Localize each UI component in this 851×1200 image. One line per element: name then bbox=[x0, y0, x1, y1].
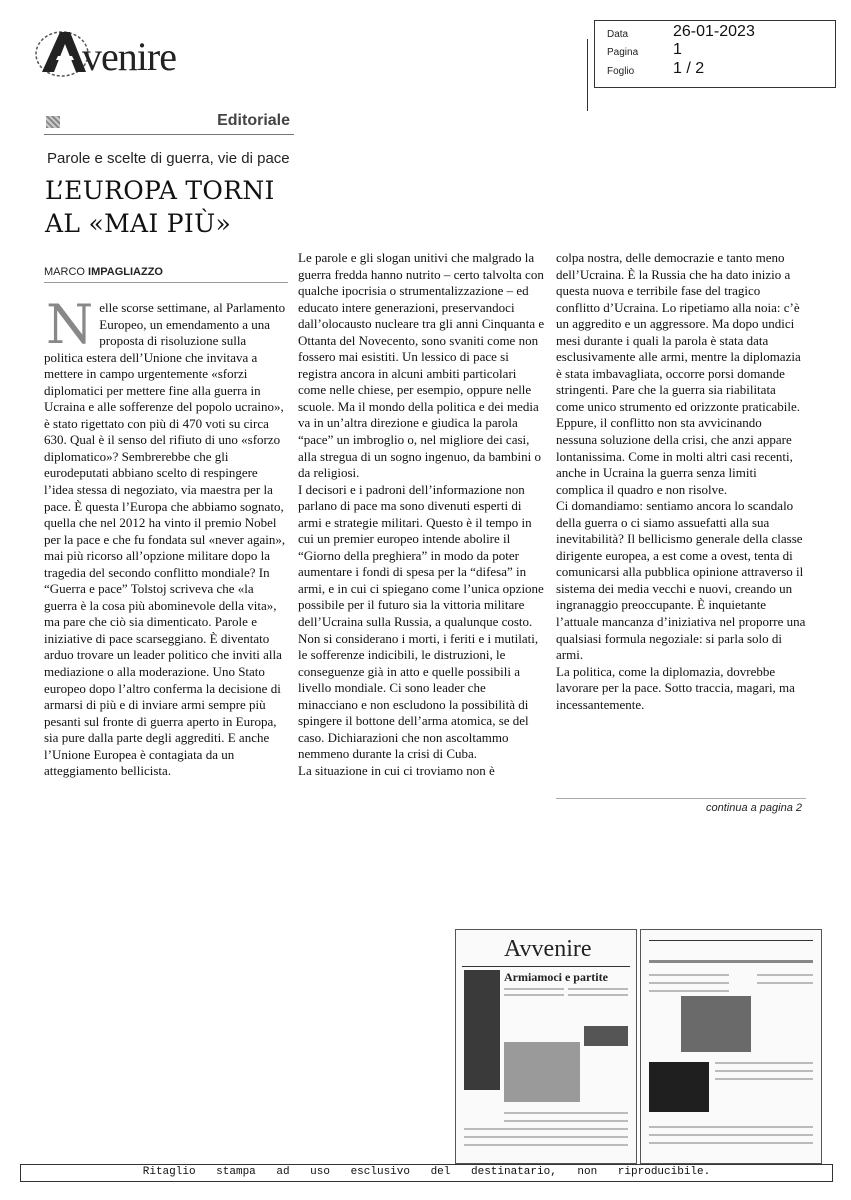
meta-foglio-value: 1 / 2 bbox=[673, 60, 705, 77]
thumbnail-text-line bbox=[649, 1142, 813, 1144]
author-first-name: MARCO bbox=[44, 266, 85, 278]
thumbnail-text-line bbox=[715, 1078, 813, 1080]
author-byline bbox=[44, 266, 288, 283]
inner-page-thumbnail bbox=[640, 929, 822, 1164]
article-paragraph: Ci domandiamo: sentiamo ancora lo scandalo della guerra o ci siamo assuefatti alla sua inevitabilità? Il bellicismo generale della classe dirigente europea, a est come a ovest, tenta di comunicarsi alla pubblica opinione attraverso il sistema dei media vecchi e nuovi, creando un ingranaggio preoccupante. È inquietante l’attuale mancanza d’iniziativa nel proporre una qualsiasi formula negoziale: si parla solo di armi. bbox=[556, 498, 806, 663]
meta-data-label: Data bbox=[607, 29, 629, 40]
article-paragraph: Eppure, il conflitto non sta avvicinando nessuna soluzione della crisi, che anzi appare lontanissima. Come in molti altri casi recenti, anche in Ucraina la guerra senza limiti complica il quadro e non risolve. bbox=[556, 415, 793, 497]
thumbnail-sidebar-block bbox=[464, 970, 500, 1090]
thumbnail-photo bbox=[504, 1042, 580, 1102]
article-column-2 bbox=[298, 250, 546, 780]
article-paragraph: La politica, come la diplomazia, dovrebbe lavorare per la pace. Sotto traccia, magari, ma incessantemente. bbox=[556, 663, 795, 712]
meta-foglio-label: Foglio bbox=[607, 66, 635, 77]
meta-pagina-label: Pagina bbox=[607, 47, 639, 58]
thumbnail-text-line bbox=[464, 1136, 628, 1138]
thumbnail-rule bbox=[649, 940, 813, 941]
meta-pagina-value: 1 bbox=[673, 41, 682, 58]
article-paragraph bbox=[44, 293, 288, 780]
article-paragraph: Le parole e gli slogan unitivi che malgrado la guerra fredda hanno nutrito – certo talvolta con qualche ipocrisia o strumentalizzazione – ed educato intere generazioni, preservandoci dall’olocausto nucleare tra gli anni Cinquanta e Ottanta del Novecento, sono svaniti come non fossero mai esistiti. Un lessico di pace si registra ancora in alcuni ambiti particolari come nelle chiese, per esempio, oppure nelle scuole. Ma il mondo della politica e dei media va in un’altra direzione e giudica la parola “pace” un imbroglio o, nel migliore dei casi, alla stregua di un sogno ingenuo, da bambini o da religiosi. bbox=[298, 250, 545, 481]
thumbnail-text-line bbox=[649, 990, 729, 992]
dropcap: N bbox=[46, 293, 94, 356]
article-column-1 bbox=[44, 293, 288, 780]
section-label: Editoriale bbox=[217, 112, 290, 129]
thumbnail-text-line bbox=[649, 982, 729, 984]
article-kicker: Parole e scelte di guerra, vie di pace bbox=[47, 150, 290, 167]
thumbnail-text-line bbox=[464, 1144, 628, 1146]
article-paragraph: colpa nostra, delle democrazie e tanto meno dell’Ucraina. È la Russia che ha dato inizio a questa nuova e terribile fase del tragico conflitto d’Ucraina. Lo ripetiamo alla noia: c’è un aggredito e un aggressore. Ma dopo undici mesi durante i quali la parola è stata data esclusivamente alle armi, mentre la diplomazia è stata imbavagliata, occorre porsi domande stringenti. Pare che la guerra sia riabilitata come unico strumento ed orizzonte praticabile. bbox=[556, 250, 801, 414]
thumbnail-text-line bbox=[464, 1128, 628, 1130]
thumbnail-text-line bbox=[649, 1126, 813, 1128]
thumbnail-text-line bbox=[568, 988, 628, 990]
thumbnail-logo: Avvenire bbox=[504, 936, 592, 962]
thumbnail-text-line bbox=[757, 974, 813, 976]
thumbnail-photo bbox=[681, 996, 751, 1052]
thumbnail-text-line bbox=[504, 1112, 628, 1114]
footer-notice: Ritaglio stampa ad uso esclusivo del destinatario, non riproducibile. bbox=[142, 1166, 711, 1178]
front-page-thumbnail bbox=[455, 929, 637, 1164]
headline-line-2: AL «MAI PIÙ» bbox=[45, 209, 232, 238]
svg-text:venire: venire bbox=[82, 34, 176, 78]
avvenire-logo-graphic bbox=[32, 26, 222, 78]
thumbnail-headline-bar bbox=[649, 960, 813, 963]
section-marker-icon bbox=[46, 116, 60, 128]
thumbnail-text-line bbox=[757, 982, 813, 984]
thumbnail-headline: Armiamoci e partite bbox=[504, 970, 608, 984]
continuation-text: continua a pagina 2 bbox=[705, 802, 802, 814]
thumbnail-photo bbox=[584, 1026, 628, 1046]
thumbnail-text-line bbox=[504, 994, 564, 996]
headline-line-1: L’EUROPA TORNI bbox=[45, 176, 275, 205]
thumbnail-text-line bbox=[649, 1134, 813, 1136]
article-column-3 bbox=[556, 250, 806, 713]
article-headline bbox=[45, 174, 295, 240]
thumbnail-text-line bbox=[504, 988, 564, 990]
article-paragraph: La situazione in cui ci troviamo non è bbox=[298, 762, 495, 778]
thumbnail-rule bbox=[462, 966, 630, 967]
thumbnail-text-line bbox=[715, 1062, 813, 1064]
author-last-name: IMPAGLIAZZO bbox=[88, 266, 163, 278]
thumbnail-text-line bbox=[568, 994, 628, 996]
continuation-note bbox=[556, 798, 806, 815]
meta-data-value: 26-01-2023 bbox=[673, 23, 755, 40]
thumbnail-text-line bbox=[715, 1070, 813, 1072]
section-header bbox=[44, 112, 294, 135]
article-paragraph: I decisori e i padroni dell’informazione non parlano di pace ma sono divenuti esperti di armi e strategie militari. Questo è il tempo in cui un premier europeo intende abolire il “Giorno della preghiera” in modo da poter aumentare i fondi di spesa per la “difesa” in armi, e in cui ci spiegano come l’unica opzione possibile per il futuro sia la vittoria militare dell’Ucraina sulla Russia, a qualunque costo. Non si considerano i morti, i feriti e i mutilati, le sofferenze indicibili, le distruzioni, le conseguenze già in atto e quelle possibili a livello mondiale. Ci sono leader che minacciano e non escludono la possibilità di spingere il bottone dell’arma atomica, se del caso. Dichiarazioni che non ascoltammo nemmeno durante la crisi di Cuba. bbox=[298, 481, 544, 762]
thumbnail-text-line bbox=[504, 1120, 628, 1122]
metadata-box-divider bbox=[587, 39, 594, 111]
footer-notice-bar bbox=[20, 1164, 833, 1182]
thumbnail-photo bbox=[649, 1062, 709, 1112]
thumbnail-text-line bbox=[649, 974, 729, 976]
avvenire-logo bbox=[32, 26, 222, 78]
metadata-box bbox=[594, 20, 836, 88]
paragraph-text: elle scorse settimane, al Parlamento Europeo, un emendamento a una proposta di risoluzione sulla politica estera dell’Unione che invitava a mettere in campo urgentemente «sforzi diplomatici per mettere fine alla guerra in Ucraina e alle sofferenze del popolo ucraino», è stato rigettato con più di 470 voti su circa 630. Qual è il senso del rifiuto di uno «sforzo diplomatico»? Sembrerebbe che gli eurodeputati abbiano scelto di respingere l’idea stessa di negoziato, via maestra per la pace. È questa l’Europa che abbiamo sognato, quella che nel 2012 ha vinto il premio Nobel per la pace e che fu fondata sul «never again», mai più ricorso all’opzione militare dopo la tragedia del secondo conflitto mondiale? In “Guerra e pace” Tolstoj scriveva che «la guerra è la cosa più abominevole della vita», ma pare che ciò sia dimenticato. Parole e iniziative di pace scarseggiano. È diventato arduo trovare un leader politico che inviti alla mediazione o alla moderazione. Uno Stato europeo dopo l’altro conferma la decisione di armarsi di più e di inviare armi sempre più pesanti sul fronte di guerra aperto in Europa, sia pure dalla parte degli aggrediti. E anche l’Unione Europea è contagiata da un atteggiamento bellicista. bbox=[44, 300, 286, 779]
